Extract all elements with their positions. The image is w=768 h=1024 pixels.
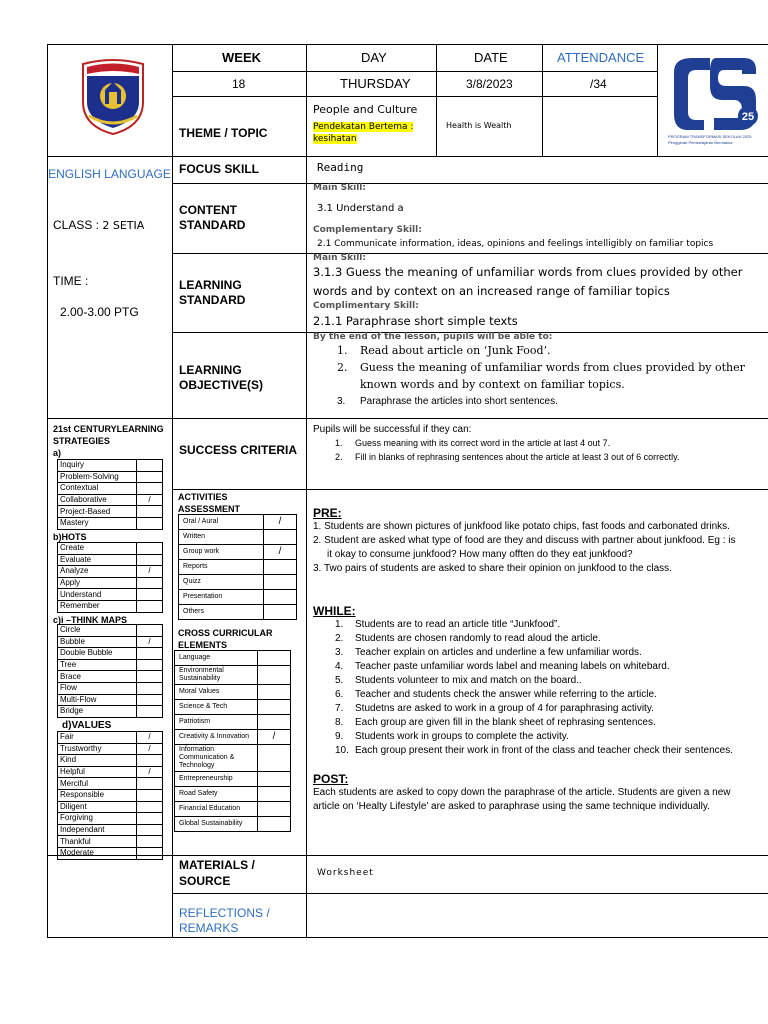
item-check-mark [258, 817, 291, 832]
column-divider [657, 44, 658, 157]
complimentary-skill-label: Complimentary Skill: [313, 301, 419, 311]
column-divider [542, 44, 543, 157]
school-crest-icon [79, 58, 147, 136]
while-title: WHILE: [313, 604, 356, 618]
success-intro: Pupils will be successful if they can: [313, 424, 472, 435]
row-divider [172, 893, 768, 894]
item-label: Tree [58, 659, 137, 671]
table-row [58, 636, 163, 648]
item-check-mark [137, 813, 163, 825]
table-row [58, 600, 163, 612]
item-label: Inquiry [58, 460, 137, 472]
table-row [58, 460, 163, 472]
item-label: Responsible [58, 789, 137, 801]
content-standard-label: CONTENT [179, 203, 237, 217]
item-label: Understand [58, 589, 137, 601]
item-check-mark [258, 651, 291, 666]
item-check-mark [137, 778, 163, 790]
item-check-mark [264, 575, 297, 590]
row-divider [172, 71, 657, 72]
post-line: article on ‘Healty Lifestyle’ are asked to paraphrase using the same technique individually. [313, 801, 710, 812]
learning-standard-label: STANDARD [179, 293, 246, 307]
table-row [175, 685, 291, 700]
item-label: Written [179, 530, 264, 545]
materials-label: SOURCE [179, 874, 231, 888]
svg-text:Penggerak Pembelajaran Bermakn: Penggerak Pembelajaran Bermakna [668, 140, 733, 145]
item-label: Bubble [58, 636, 137, 648]
day-value: THURSDAY [340, 76, 411, 91]
subject-title: ENGLISH LANGUAGE [48, 167, 171, 181]
item-check-mark [137, 517, 163, 529]
table-row [58, 801, 163, 813]
item-label: Science & Tech [175, 700, 258, 715]
row-divider [47, 156, 768, 157]
reflections-label: REFLECTIONS / [179, 906, 270, 920]
ts25-logo [664, 52, 762, 148]
item-check-mark: / [137, 636, 163, 648]
table-row [58, 671, 163, 683]
item-check-mark [258, 787, 291, 802]
table-row [58, 836, 163, 848]
item-label: Presentation [179, 590, 264, 605]
strategies-a-label: a) [53, 448, 62, 458]
values-label: d)VALUES [62, 720, 112, 731]
item-check-mark [137, 824, 163, 836]
item-label: Language [175, 651, 258, 666]
main-skill-label: Main Skill: [313, 183, 366, 193]
item-label: Oral / Aural [179, 515, 264, 530]
week-header: WEEK [222, 50, 261, 65]
table-row [175, 730, 291, 745]
day-header: DAY [361, 50, 387, 65]
materials-value: Worksheet [317, 868, 374, 878]
table-row [58, 543, 163, 555]
item-check-mark [137, 755, 163, 767]
table-row [179, 530, 297, 545]
main-skill-label: Main Skill: [313, 253, 366, 263]
table-row [175, 802, 291, 817]
content-standard-label: STANDARD [179, 218, 246, 232]
item-label: Group work [179, 545, 264, 560]
table-row [58, 732, 163, 744]
item-check-mark [137, 659, 163, 671]
item-label: Flow [58, 682, 137, 694]
learning-objective-label: LEARNING [179, 363, 242, 377]
item-check-mark [137, 847, 163, 859]
theme-extra: Health is Wealth [446, 121, 512, 130]
pre-steps [313, 520, 765, 576]
learning-standard-label: LEARNING [179, 278, 242, 292]
learning-main-skill: words and by context on an increased range of familiar topics [313, 284, 670, 298]
item-label: Environmental Sustainability [175, 666, 258, 685]
item-label: Mastery [58, 517, 137, 529]
item-label: Trustworthy [58, 743, 137, 755]
while-steps [313, 618, 733, 758]
item-check-mark [137, 600, 163, 612]
table-row [58, 483, 163, 495]
item-label: Project-Based [58, 506, 137, 518]
table-row [58, 778, 163, 790]
pre-line: 1. Students are shown pictures of junkfood like potato chips, fast foods and carbonated drinks. [313, 521, 730, 532]
time-label: TIME : [53, 274, 89, 288]
table-row [58, 789, 163, 801]
table-row [58, 682, 163, 694]
item-check-mark [137, 483, 163, 495]
table-row [175, 651, 291, 666]
table-row [58, 494, 163, 506]
item-check-mark [137, 471, 163, 483]
item-label: Quizz [179, 575, 264, 590]
strategies-title: STRATEGIES [53, 436, 110, 446]
item-label: Collaborative [58, 494, 137, 506]
think-maps-table [57, 624, 163, 718]
item-label: Contextual [58, 483, 137, 495]
activities-table [178, 514, 297, 620]
learning-objective-label: OBJECTIVE(S) [179, 378, 264, 392]
item-check-mark [137, 625, 163, 637]
item-label: Problem-Solving [58, 471, 137, 483]
item-label: Diligent [58, 801, 137, 813]
item-check-mark [137, 554, 163, 566]
item-check-mark [137, 836, 163, 848]
week-value: 18 [232, 77, 246, 91]
focus-skill-label: FOCUS SKILL [179, 162, 259, 176]
list-item: 4. Teacher paste unfamiliar words label and meaning labels on whitebard. [335, 661, 670, 672]
item-check-mark [137, 589, 163, 601]
table-row [58, 566, 163, 578]
row-divider [172, 96, 657, 97]
pre-line: 3. Two pairs of students are asked to share their opinion on junkfood to the class. [313, 563, 672, 574]
item-label: Analyze [58, 566, 137, 578]
item-label: Multi-Flow [58, 694, 137, 706]
item-check-mark [258, 666, 291, 685]
item-check-mark [264, 605, 297, 620]
item-check-mark [137, 671, 163, 683]
row-divider [172, 253, 768, 254]
item-check-mark: / [264, 545, 297, 560]
item-label: Moderate [58, 847, 137, 859]
ts25-emblem-icon [664, 52, 762, 148]
success-criteria-label: SUCCESS CRITERIA [179, 443, 298, 457]
date-header: DATE [474, 50, 508, 65]
item-check-mark [137, 801, 163, 813]
item-check-mark: / [137, 494, 163, 506]
table-row [175, 715, 291, 730]
list-item: 8. Each group are given fill in the blank sheet of rephrasing sentences. [335, 717, 656, 728]
learning-complimentary-skill: 2.1.1 Paraphrase short simple texts [313, 314, 518, 328]
item-check-mark [137, 682, 163, 694]
table-row [175, 817, 291, 832]
time-value: 2.00-3.00 PTG [60, 305, 139, 319]
pre-title: PRE: [313, 506, 342, 520]
learning-main-skill: 3.1.3 Guess the meaning of unfamiliar words from clues provided by other [313, 265, 743, 279]
item-label: Double Bubble [58, 648, 137, 660]
cross-curricular-title: ELEMENTS [178, 640, 228, 650]
content-main-skill: 3.1 Understand a [317, 203, 404, 214]
item-check-mark [137, 543, 163, 555]
materials-label: MATERIALS / [179, 858, 255, 872]
item-check-mark: / [137, 566, 163, 578]
attendance-value: /34 [590, 77, 607, 91]
list-item: 10. Each group present their work in front of the class and teacher check their sentences. [335, 745, 733, 756]
theme-value: People and Culture [313, 103, 418, 116]
table-row [175, 772, 291, 787]
item-label: Fair [58, 732, 137, 744]
complementary-skill-label: Complementary Skill: [313, 225, 422, 235]
list-item: 1. Read about article on ‘Junk Food’. [337, 344, 551, 357]
list-item: 2. Guess the meaning of unfamiliar words from clues provided by other [337, 361, 745, 374]
table-row [175, 700, 291, 715]
objective-list [313, 342, 763, 410]
item-check-mark [258, 745, 291, 772]
item-check-mark: / [137, 766, 163, 778]
item-label: Evaluate [58, 554, 137, 566]
theme-highlight: kesihatan [313, 134, 357, 144]
item-check-mark [264, 530, 297, 545]
values-table [57, 731, 163, 860]
table-row [58, 577, 163, 589]
table-row [179, 605, 297, 620]
list-item: 5. Students volunteer to mix and match on the board.. [335, 675, 582, 686]
item-check-mark: / [258, 730, 291, 745]
attendance-header: ATTENDANCE [557, 50, 645, 65]
strategies-a-table [57, 459, 163, 530]
reflections-label: REMARKS [179, 921, 239, 935]
item-label: Others [179, 605, 264, 620]
list-item: known words and by context on familiar topics. [360, 378, 625, 391]
list-item: 7. Studetns are asked to work in a group of 4 for paraphrasing activity. [335, 703, 654, 714]
item-check-mark [137, 577, 163, 589]
item-label: Remember [58, 600, 137, 612]
strategies-title: 21st CENTURYLEARNING [53, 424, 164, 434]
item-label: Information Communication & Technology [175, 745, 258, 772]
activities-title: ASSESSMENT [178, 504, 241, 514]
table-row [58, 766, 163, 778]
item-check-mark [264, 560, 297, 575]
theme-label: THEME / TOPIC [179, 126, 268, 140]
item-label: Moral Values [175, 685, 258, 700]
list-item: 1. Students are to read an article title “Junkfood”. [335, 619, 561, 630]
item-label: Thankful [58, 836, 137, 848]
think-maps-label: c)i –THINK MAPS [53, 615, 128, 625]
item-check-mark [258, 802, 291, 817]
class-label: CLASS : 2 SETIA [53, 218, 145, 232]
item-check-mark [137, 706, 163, 718]
column-divider [436, 44, 437, 157]
item-check-mark [137, 789, 163, 801]
post-title: POST: [313, 772, 349, 786]
row-divider [47, 418, 768, 419]
table-row [58, 755, 163, 767]
item-check-mark [137, 648, 163, 660]
table-row [179, 575, 297, 590]
item-label: Circle [58, 625, 137, 637]
list-item: 3. Teacher explain on articles and underline a few unfamiliar words. [335, 647, 642, 658]
activities-title: ACTIVITIES [178, 492, 228, 502]
row-divider [172, 489, 768, 490]
table-border [47, 44, 768, 45]
table-row [58, 506, 163, 518]
date-value: 3/8/2023 [466, 77, 513, 91]
list-item: 2. Students are chosen randomly to read aloud the article. [335, 633, 601, 644]
item-label: Global Sustainability [175, 817, 258, 832]
objective-intro: By the end of the lesson, pupils will be able to: [313, 332, 553, 342]
item-check-mark [258, 715, 291, 730]
item-label: Apply [58, 577, 137, 589]
item-check-mark: / [137, 732, 163, 744]
list-item: 6. Teacher and students check the answer while referring to the article. [335, 689, 657, 700]
focus-skill-value: Reading [317, 161, 364, 174]
item-label: Merciful [58, 778, 137, 790]
row-divider [172, 183, 768, 184]
table-row [58, 625, 163, 637]
item-check-mark [137, 506, 163, 518]
item-label: Forgiving [58, 813, 137, 825]
item-check-mark [264, 590, 297, 605]
table-border [47, 937, 768, 938]
cross-curricular-title: CROSS CURRICULAR [178, 628, 273, 638]
item-label: Kind [58, 755, 137, 767]
item-check-mark [137, 694, 163, 706]
hots-table [57, 542, 163, 613]
item-label: Create [58, 543, 137, 555]
table-row [58, 847, 163, 859]
item-label: Financial Education [175, 802, 258, 817]
list-item: 2. Fill in blanks of rephrasing sentences about the article at least 3 out of 6 correctly. [335, 452, 680, 462]
table-row [179, 560, 297, 575]
column-divider [306, 44, 307, 938]
table-row [58, 471, 163, 483]
item-check-mark [258, 700, 291, 715]
item-check-mark: / [264, 515, 297, 530]
svg-text:25: 25 [741, 111, 755, 123]
item-label: Brace [58, 671, 137, 683]
item-label: Road Safety [175, 787, 258, 802]
list-item: 3. Paraphrase the articles into short sentences. [337, 396, 558, 407]
table-row [58, 648, 163, 660]
pre-line: 2. Student are asked what type of food are they and discuss with partner about junkfood. Eg : is [313, 535, 736, 546]
pre-line: it okay to consume junkfood? How many offten do they eat junkfood? [327, 549, 633, 560]
table-row [58, 589, 163, 601]
table-row [58, 554, 163, 566]
hots-label: b)HOTS [53, 532, 87, 542]
item-label: Independant [58, 824, 137, 836]
table-row [58, 824, 163, 836]
item-check-mark [258, 772, 291, 787]
table-row [179, 590, 297, 605]
success-list [313, 436, 680, 464]
table-row [58, 706, 163, 718]
content-complementary-skill: 2.1 Communicate information, ideas, opinions and feelings intelligibly on familiar topics [317, 239, 714, 249]
table-row [175, 666, 291, 685]
school-logo [79, 58, 147, 136]
item-label: Entrepreneurship [175, 772, 258, 787]
item-check-mark: / [137, 743, 163, 755]
post-line: Each students are asked to copy down the paraphrase of the article. Students are given a new [313, 787, 731, 798]
table-row [58, 517, 163, 529]
table-row [58, 813, 163, 825]
list-item: 1. Guess meaning with its correct word in the article at last 4 out 7. [335, 438, 611, 448]
table-row [58, 659, 163, 671]
item-label: Creativity & Innovation [175, 730, 258, 745]
table-row [179, 545, 297, 560]
list-item: 9. Students work in groups to complete the activity. [335, 731, 569, 742]
svg-text:PROGRAM TRANSFORMASI SEKOLAH 2: PROGRAM TRANSFORMASI SEKOLAH 2025 [668, 134, 752, 139]
theme-highlight: Pendekatan Bertema : [313, 122, 414, 132]
item-label: Reports [179, 560, 264, 575]
table-row [58, 694, 163, 706]
column-divider [172, 44, 173, 938]
item-label: Bridge [58, 706, 137, 718]
table-row [175, 745, 291, 772]
table-row [175, 787, 291, 802]
item-label: Patriotism [175, 715, 258, 730]
item-check-mark [258, 685, 291, 700]
item-check-mark [137, 460, 163, 472]
table-row [58, 743, 163, 755]
item-label: Helpful [58, 766, 137, 778]
table-row [179, 515, 297, 530]
cross-curricular-table [174, 650, 291, 832]
